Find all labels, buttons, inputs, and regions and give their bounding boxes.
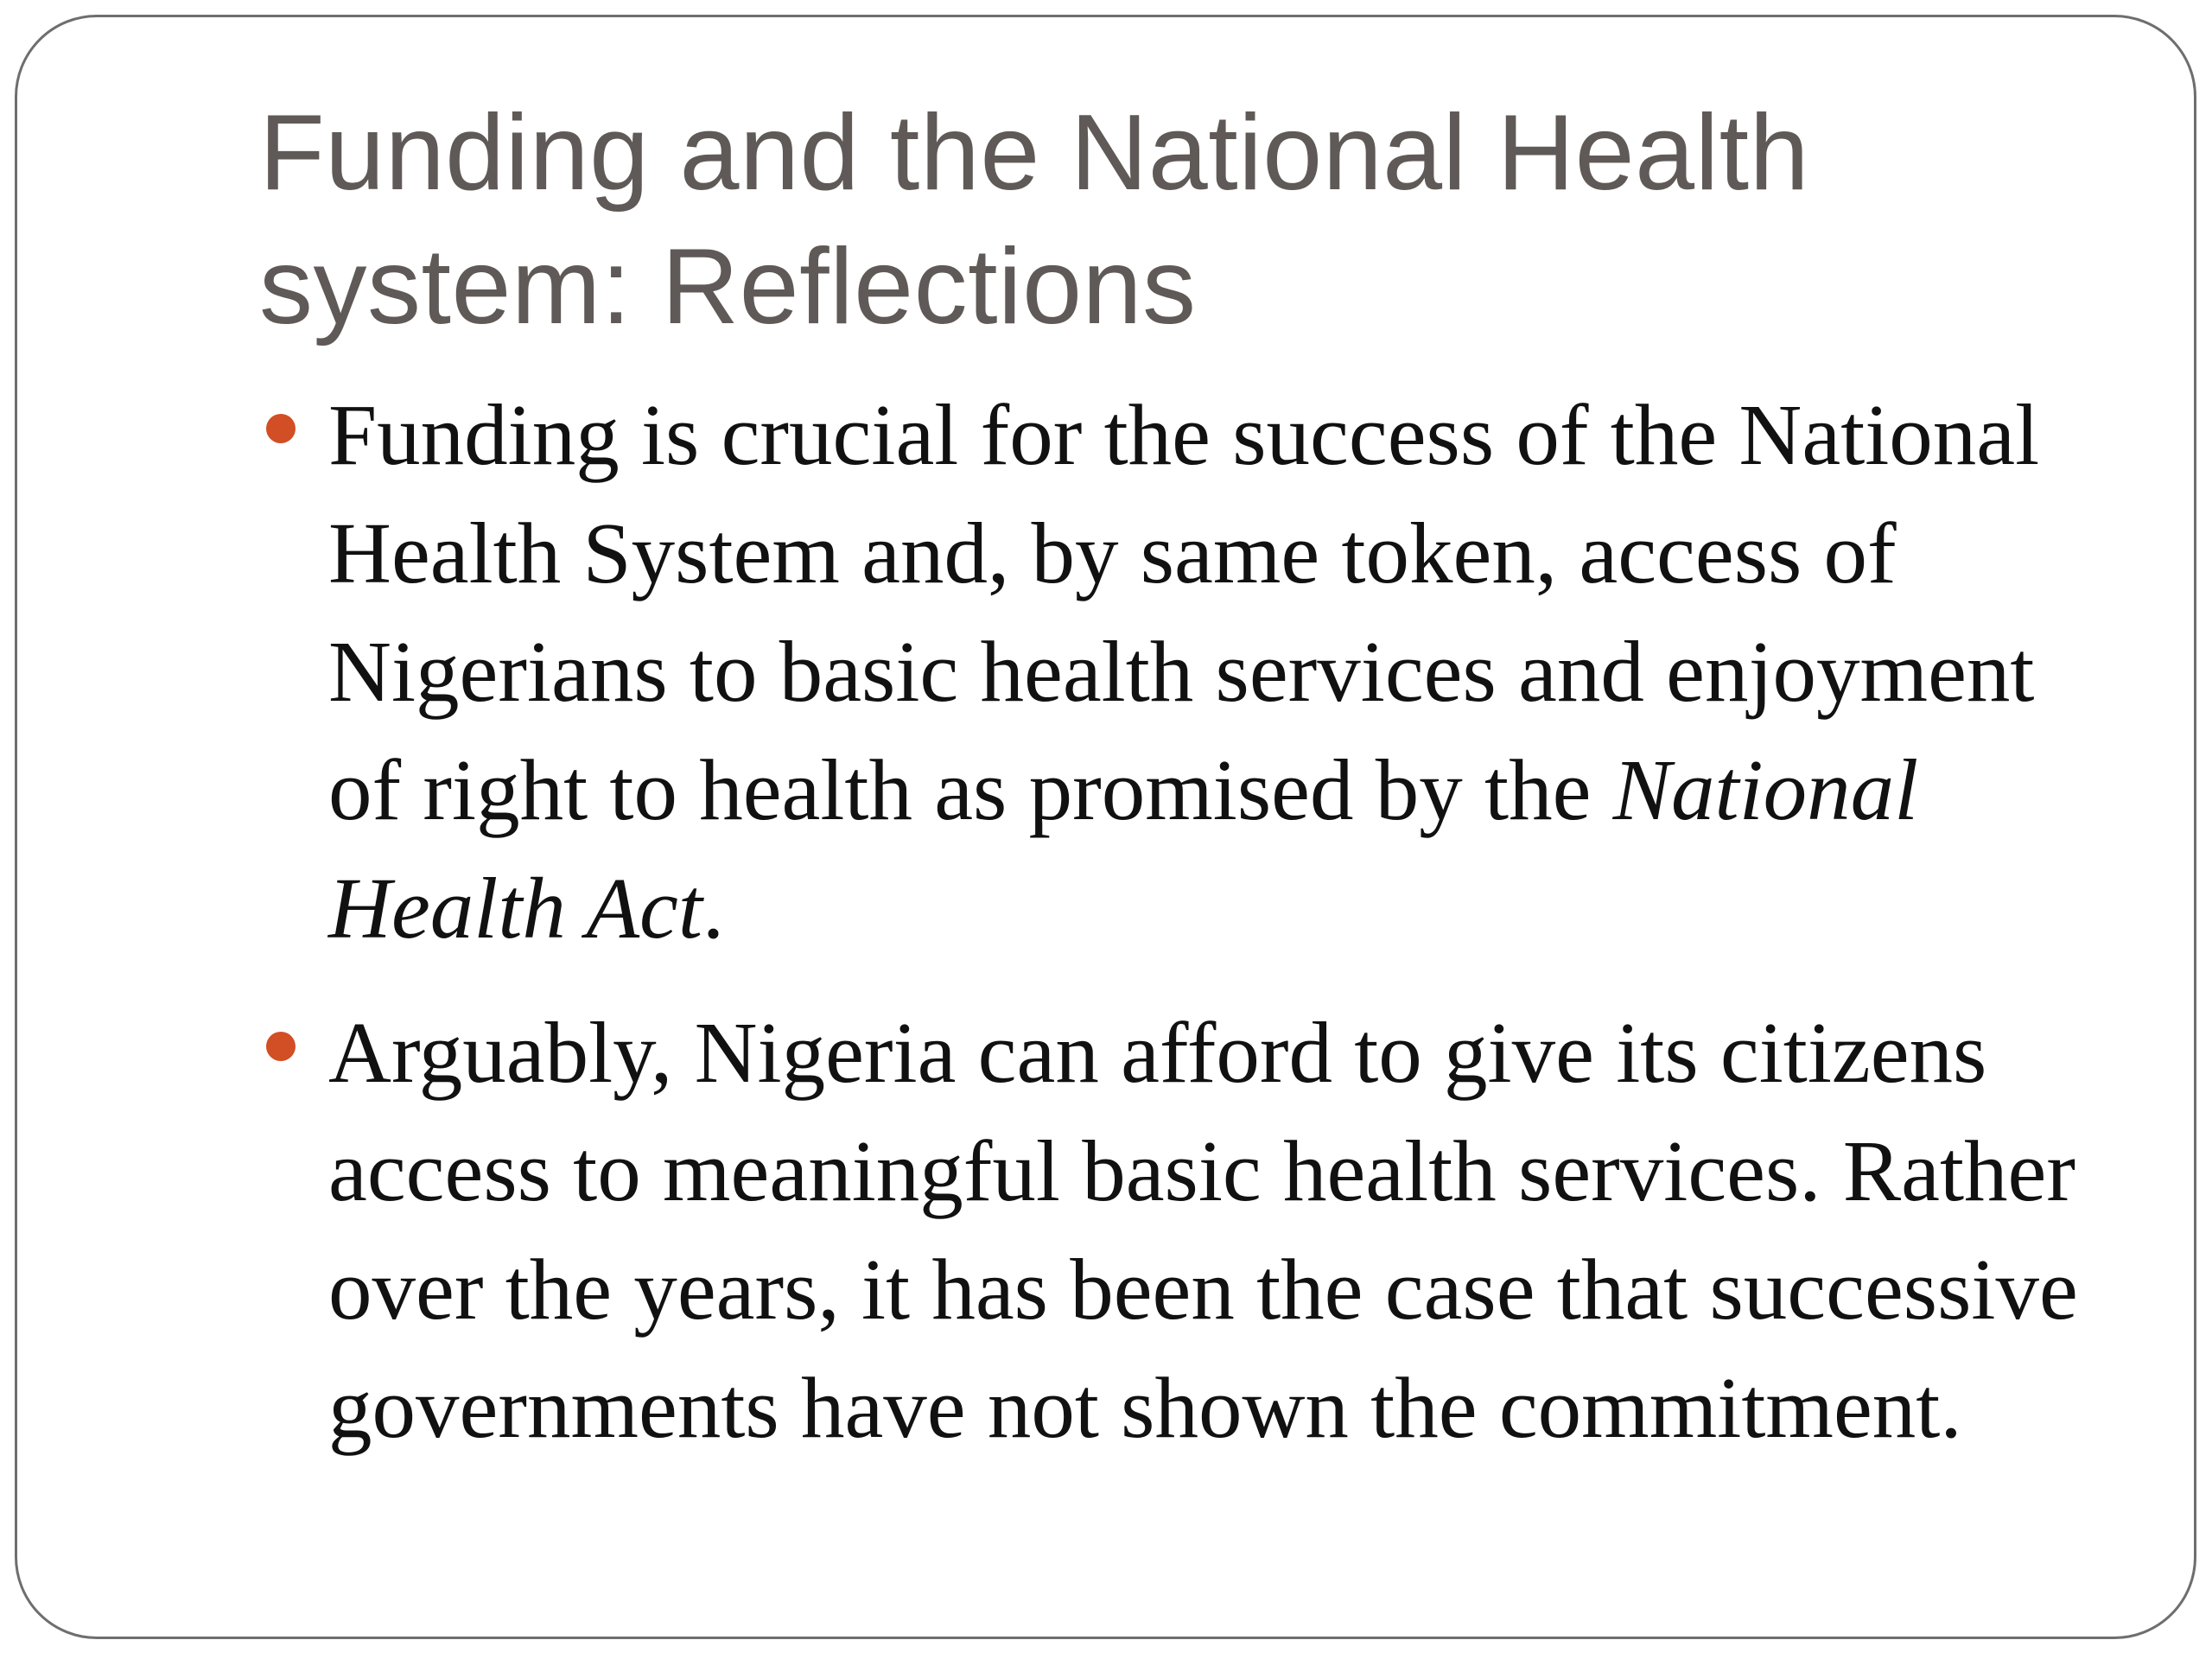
sentence-end: .	[702, 860, 725, 957]
bullet-text: Arguably, Nigeria can afford to give its citizens access to meaningful basic health services. Rather over the years, it has been the case that successive governments have not shown the commitment.	[328, 1004, 2078, 1456]
bullet-text: Funding is crucial for the success of the National Health System and, by same token, access of Nigerians to basic health services and enjoyment of right to health as promised by the	[328, 386, 2040, 838]
bullet-dot-icon	[266, 414, 296, 443]
slide-frame	[15, 15, 2196, 1639]
bullet-item-commitment	[328, 994, 2100, 1467]
bullet-list	[328, 376, 2100, 1493]
act-name: National Health Act	[328, 741, 1919, 957]
bullet-item-funding	[328, 376, 2100, 968]
bullet-dot-icon	[266, 1032, 296, 1061]
slide-title: Funding and the National Health system: Reflections	[259, 93, 1810, 346]
